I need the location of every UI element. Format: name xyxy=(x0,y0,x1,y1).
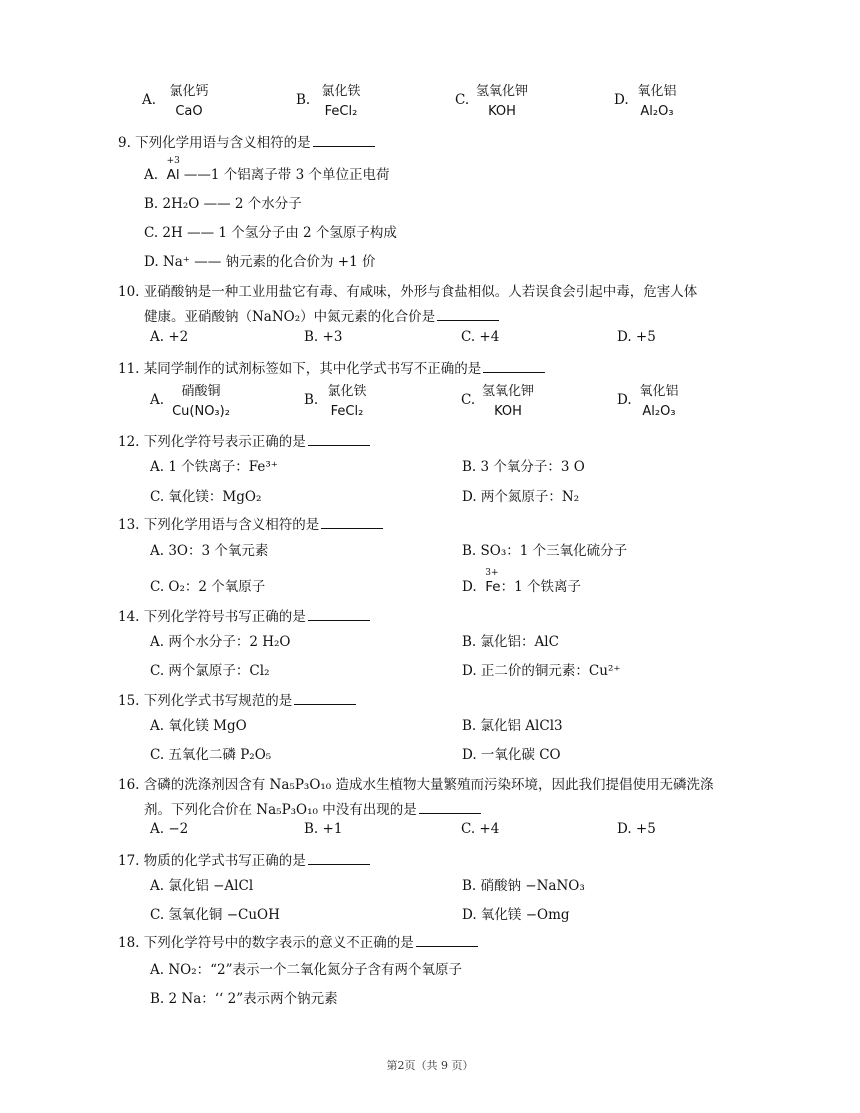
q13-stem-text: 13. 下列化学用语与含义相符的是 xyxy=(118,517,320,533)
answer-blank xyxy=(419,801,481,814)
q12-option-d: D. 两个氮原子：N₂ xyxy=(462,489,580,505)
valence-symbol xyxy=(166,156,180,183)
q8-option-a-formula: CaO xyxy=(175,104,203,119)
element-symbol: Al xyxy=(166,167,180,183)
valence-symbol xyxy=(485,568,501,595)
q18-option-b: B. 2 Na：‘‘ 2”表示两个钠元素 xyxy=(150,991,338,1007)
q8-option-a xyxy=(156,82,222,122)
q8-option-d xyxy=(624,82,690,122)
q9-option-c: C. 2H —— 1 个氢分子由 2 个氢原子构成 xyxy=(144,225,397,241)
q11-option-a-formula: Cu(NO₃)₂ xyxy=(172,404,230,419)
q11-option-b xyxy=(314,382,380,422)
q15-option-b: B. 氯化铝 AlCl3 xyxy=(462,718,563,734)
q12-option-a: A. 1 个铁离子：Fe³⁺ xyxy=(150,459,278,475)
q11-option-c-formula: KOH xyxy=(494,404,522,419)
answer-blank xyxy=(308,852,370,865)
q16-stem-line1: 16. 含磷的洗涤剂因含有 Na₅P₃O₁₀ 造成水生植物大量繁殖而污染环境，因此我们提倡使用无磷洗涤 xyxy=(118,777,714,793)
q11-option-c-letter: C. xyxy=(461,392,476,408)
q13-option-b: B. SO₃：1 个三氧化硫分子 xyxy=(462,543,628,559)
answer-blank xyxy=(483,360,545,373)
q8-option-b-letter: B. xyxy=(296,92,311,108)
q14-stem-text: 14. 下列化学符号书写正确的是 xyxy=(118,609,306,625)
q11-option-c xyxy=(472,382,544,422)
answer-blank xyxy=(294,692,356,705)
answer-blank xyxy=(308,608,370,621)
q15-option-a: A. 氧化镁 MgO xyxy=(150,718,247,734)
charge-mark: 3+ xyxy=(485,568,499,578)
q8-option-a-letter: A. xyxy=(142,92,157,108)
q17-option-c: C. 氢氧化铜 −CuOH xyxy=(150,907,280,923)
valence-mark: +3 xyxy=(166,156,180,166)
q11-stem-text: 11. 某同学制作的试剂标签如下，其中化学式书写不正确的是 xyxy=(118,361,482,377)
q16-option-a: A. −2 xyxy=(150,821,189,837)
q8-option-a-name: 氯化钙 xyxy=(169,84,209,99)
q12-stem xyxy=(118,430,370,450)
q16-stem-line2-text: 剂。下列化合价在 Na₅P₃O₁₀ 中没有出现的是 xyxy=(144,802,417,818)
q11-option-a-letter: A. xyxy=(150,392,165,408)
q11-stem xyxy=(118,357,545,377)
page-footer: 第2页（共 9 页） xyxy=(386,1059,474,1072)
q15-stem-text: 15. 下列化学式书写规范的是 xyxy=(118,693,293,709)
q12-option-b: B. 3 个氧分子：3 O xyxy=(462,459,585,475)
q11-option-b-formula: FeCl₂ xyxy=(330,404,364,419)
q14-stem xyxy=(118,605,370,625)
q11-option-b-name: 氯化铁 xyxy=(327,384,367,399)
q18-stem xyxy=(118,931,478,951)
q11-option-c-name: 氢氧化钾 xyxy=(481,384,534,399)
q15-stem xyxy=(118,689,356,709)
q9-stem-text: 9. 下列化学用语与含义相符的是 xyxy=(118,135,311,151)
q8-option-c-name: 氢氧化钾 xyxy=(475,84,528,99)
q8-option-b-name: 氯化铁 xyxy=(321,84,361,99)
q13-option-d-letter: D. xyxy=(462,579,477,595)
q8-option-d-formula: Al₂O₃ xyxy=(640,104,674,119)
q17-stem xyxy=(118,849,370,869)
q16-option-b: B. +1 xyxy=(304,821,343,837)
q13-option-d xyxy=(462,568,581,595)
q9-option-a-text: ——1 个铝离子带 3 个单位正电荷 xyxy=(183,167,390,183)
q11-option-b-letter: B. xyxy=(304,392,319,408)
q16-stem-line2 xyxy=(144,798,481,818)
q18-stem-text: 18. 下列化学符号中的数字表示的意义不正确的是 xyxy=(118,935,414,951)
q13-option-d-text: ：1 个铁离子 xyxy=(500,579,581,595)
q11-option-d-formula: Al₂O₃ xyxy=(642,404,676,419)
answer-blank xyxy=(321,516,383,529)
q13-option-a: A. 3O：3 个氧元素 xyxy=(150,543,269,559)
q11-option-d xyxy=(626,382,692,422)
q11-option-d-letter: D. xyxy=(617,392,632,408)
q10-option-a: A. +2 xyxy=(150,329,189,345)
q9-stem xyxy=(118,131,375,151)
q12-stem-text: 12. 下列化学符号表示正确的是 xyxy=(118,434,306,450)
q16-option-d: D. +5 xyxy=(617,821,656,837)
q14-option-b: B. 氯化铝：AlC xyxy=(462,634,559,650)
q14-option-d: D. 正二价的铜元素：Cu²⁺ xyxy=(462,663,621,679)
q14-option-a: A. 两个水分子：2 H₂O xyxy=(150,634,291,650)
q10-option-b: B. +3 xyxy=(304,329,343,345)
q14-option-c: C. 两个氯原子：Cl₂ xyxy=(150,663,270,679)
q10-stem-line2-text: 健康。亚硝酸钠（NaNO₂）中氮元素的化合价是 xyxy=(144,309,436,325)
q10-option-d: D. +5 xyxy=(617,329,656,345)
element-symbol: Fe xyxy=(485,579,501,595)
q8-option-b xyxy=(308,82,374,122)
q10-stem-line2 xyxy=(144,305,499,325)
q12-option-c: C. 氧化镁：MgO₂ xyxy=(150,489,262,505)
q9-option-d: D. Na⁺ —— 钠元素的化合价为 +1 价 xyxy=(144,254,376,270)
q10-stem-line1: 10. 亚硝酸钠是一种工业用盐它有毒、有咸味，外形与食盐相似。人若误食会引起中毒，危害人体 xyxy=(118,284,698,300)
q11-option-a xyxy=(162,382,240,422)
q8-option-d-letter: D. xyxy=(614,92,629,108)
answer-blank xyxy=(308,433,370,446)
q18-option-a: A. NO₂：“2”表示一个二氧化氮分子含有两个氧原子 xyxy=(150,962,463,978)
answer-blank xyxy=(313,134,375,147)
q10-option-c: C. +4 xyxy=(461,329,500,345)
answer-blank xyxy=(416,934,478,947)
q15-option-d: D. 一氧化碳 CO xyxy=(462,747,561,763)
q9-option-b: B. 2H₂O —— 2 个水分子 xyxy=(144,196,302,212)
q9-option-a: A. +3 Al ——1 个铝离子带 3 个单位正电荷 xyxy=(144,156,390,183)
q8-option-c-formula: KOH xyxy=(488,104,516,119)
q11-option-d-name: 氧化铝 xyxy=(639,384,679,399)
q8-option-c-letter: C. xyxy=(455,92,470,108)
q15-option-c: C. 五氧化二磷 P₂O₅ xyxy=(150,747,272,763)
q17-option-d: D. 氧化镁 −Omg xyxy=(462,907,570,923)
q16-option-c: C. +4 xyxy=(461,821,500,837)
q11-option-a-name: 硝酸铜 xyxy=(181,384,221,399)
q8-option-d-name: 氧化铝 xyxy=(637,84,677,99)
q13-stem xyxy=(118,513,383,533)
q17-stem-text: 17. 物质的化学式书写正确的是 xyxy=(118,853,306,869)
q17-option-b: B. 硝酸钠 −NaNO₃ xyxy=(462,878,585,894)
q13-option-c: C. O₂：2 个氧原子 xyxy=(150,579,266,595)
q8-option-c xyxy=(466,82,538,122)
q8-option-b-formula: FeCl₂ xyxy=(324,104,358,119)
answer-blank xyxy=(437,308,499,321)
q17-option-a: A. 氯化铝 −AlCl xyxy=(150,878,254,894)
